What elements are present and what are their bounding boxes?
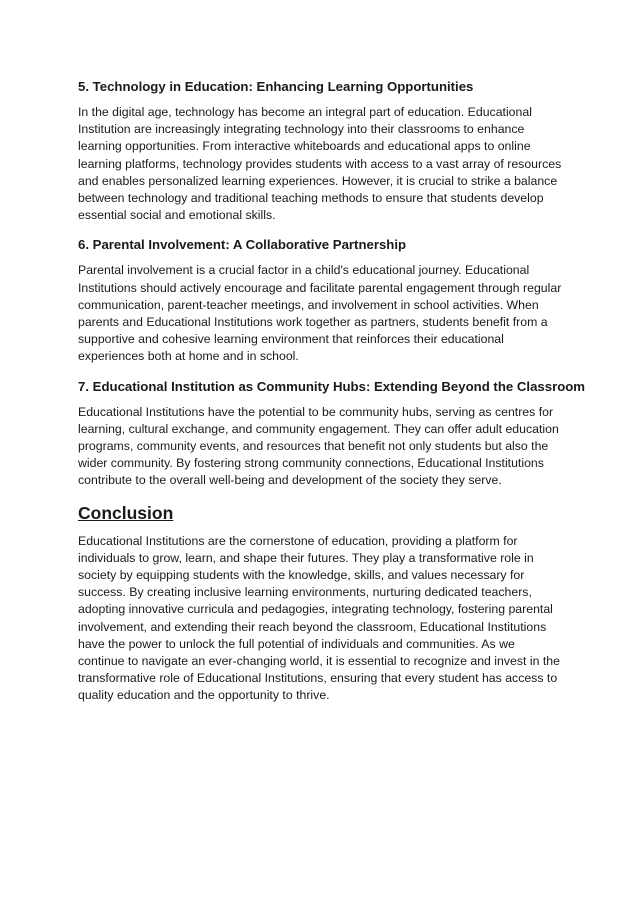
section-paragraph: In the digital age, technology has become an integral part of education. Educational Institution are increasingly integrating technology into their classrooms to enhance learning opportunities. From interactive whiteboards and educational apps to online learning platforms, technology provides students with access to a vast array of resources and enables personalized learning experiences. However, it is crucial to strike a balance between technology and traditional teaching methods to ensure that students develop essential social and emotional skills.: [78, 105, 562, 223]
section-heading: 6. Parental Involvement: A Collaborative Partnership: [78, 237, 407, 253]
conclusion-paragraph: Educational Institutions are the cornerstone of education, providing a platform for individuals to grow, learn, and shape their futures. They play a transformative role in society by equipping students with the knowledge, skills, and values necessary for success. By creating inclusive learning environments, nurturing dedicated teachers, adopting innovative curricula and pedagogies, integrating technology, fostering parental involvement, and extending their reach beyond the classroom, Educational Institutions have the power to unlock the full potential of individuals and communities. As we continue to navigate an ever-changing world, it is essential to recognize and invest in the transformative role of Educational Institutions, ensuring that every student has access to quality education and the opportunity to thrive.: [78, 533, 560, 703]
section-parental-involvement: [78, 236, 564, 365]
section-conclusion: [78, 502, 564, 705]
section-heading: 7. Educational Institution as Community Hubs: Extending Beyond the Classroom: [78, 378, 586, 394]
section-community-hubs: [78, 378, 586, 490]
conclusion-heading: Conclusion: [78, 502, 174, 523]
document-page: [78, 78, 586, 717]
section-heading: 5. Technology in Education: Enhancing Learning Opportunities: [78, 79, 474, 94]
section-technology: [78, 78, 564, 224]
section-paragraph: Parental involvement is a crucial factor in a child's educational journey. Educational Institutions should actively encourage and facilitate parental engagement through regular communication, parent-teacher meetings, and involvement in school activities. When parents and Educational Institutions work together as partners, students benefit from a supportive and cohesive learning environment that reinforces their educational experiences both at home and in school.: [78, 263, 562, 364]
section-paragraph: Educational Institutions have the potential to be community hubs, serving as centres for learning, cultural exchange, and community engagement. They can offer adult education programs, community events, and resources that benefit not only students but also the wider community. By fostering strong community connections, Educational Institutions contribute to the overall well-being and development of the society they serve.: [78, 404, 559, 488]
